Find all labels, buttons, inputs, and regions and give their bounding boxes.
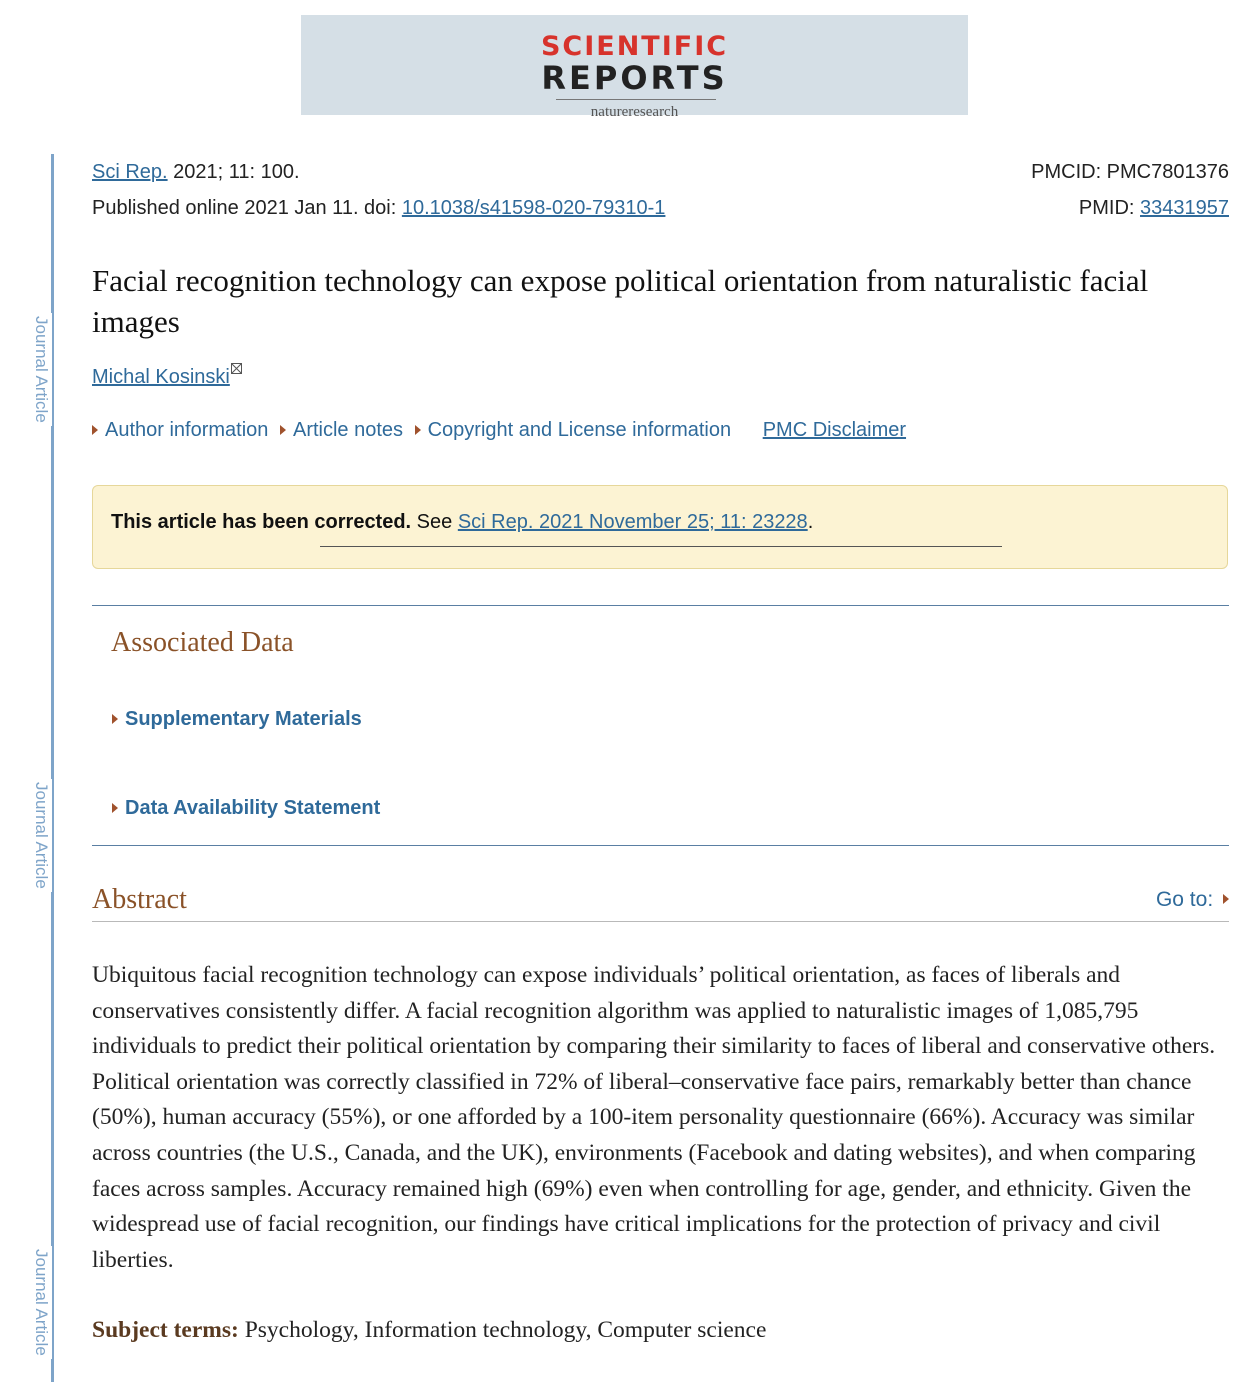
banner-divider (556, 99, 716, 100)
banner-line-publisher: natureresearch (590, 104, 679, 120)
side-label-1: Journal Article (22, 322, 52, 352)
correction-bold: This article has been corrected. (111, 511, 412, 533)
side-label-3: Journal Article (22, 1255, 52, 1285)
expand-triangle-icon (92, 425, 98, 435)
supplementary-materials-toggle[interactable]: Supplementary Materials (112, 707, 362, 731)
expand-triangle-icon (415, 425, 421, 435)
article-title: Facial recognition technology can expose political orientation from naturalistic facial images (92, 263, 1149, 339)
goto-menu-button[interactable]: Go to: (1156, 888, 1229, 912)
author-line (92, 366, 242, 388)
goto-triangle-icon (1223, 894, 1229, 904)
expand-triangle-icon (112, 714, 118, 724)
correction-see: See (411, 511, 458, 533)
subject-terms (92, 1313, 766, 1347)
correction-divider (320, 546, 1002, 547)
author-information-toggle[interactable]: Author information (92, 418, 268, 442)
side-label-2: Journal Article (22, 788, 52, 818)
article-info-links (92, 418, 912, 442)
published-text: Published online 2021 Jan 11. doi: (92, 197, 402, 219)
correction-link[interactable]: Sci Rep. 2021 November 25; 11: 23228 (457, 511, 808, 533)
expand-triangle-icon (280, 425, 286, 435)
correction-text (111, 510, 813, 534)
copyright-toggle[interactable]: Copyright and License information (415, 418, 732, 442)
citation-line (92, 161, 300, 183)
pmc-disclaimer-link[interactable]: PMC Disclaimer (762, 419, 907, 441)
pmcid: PMCID: PMC7801376 (1031, 161, 1229, 183)
pmid-line (1079, 197, 1229, 219)
pmid-label: PMID: (1078, 197, 1141, 219)
subject-terms-value: Psychology, Information technology, Computer science (238, 1317, 767, 1343)
journal-link[interactable]: Sci Rep. (92, 161, 168, 183)
pmid-link[interactable]: 33431957 (1140, 197, 1229, 219)
associated-data-top-rule (92, 605, 1229, 606)
correction-notice (92, 485, 1228, 569)
article-notes-toggle[interactable]: Article notes (280, 418, 403, 442)
author-link[interactable]: Michal Kosinski (92, 366, 230, 388)
abstract-rule (92, 921, 1229, 922)
subject-terms-label: Subject terms: (92, 1317, 239, 1343)
data-availability-toggle[interactable]: Data Availability Statement (112, 796, 380, 820)
journal-banner-logo[interactable] (301, 15, 968, 120)
banner-line-reports: REPORTS (541, 59, 728, 97)
correction-end: . (807, 511, 814, 533)
citation-volume: 2021; 11: 100. (167, 161, 300, 183)
published-line (92, 197, 665, 219)
expand-triangle-icon (112, 803, 118, 813)
banner-line-scientific: SCIENTIFIC (540, 31, 729, 62)
mail-icon[interactable] (231, 363, 242, 374)
associated-data-bottom-rule (92, 845, 1229, 846)
abstract-title: Abstract (92, 884, 187, 915)
associated-data-title: Associated Data (111, 627, 294, 658)
doi-link[interactable]: 10.1038/s41598-020-79310-1 (401, 197, 666, 219)
abstract-body: Ubiquitous facial recognition technology can expose individuals’ political orientation, as faces of liberals and conservatives consistently differ. A facial recognition algorithm was applied to naturalistic images of 1,085,795 individuals to predict their political orientation by comparing their similarity to faces of liberal and conservative others. Political orientation was correctly classified in 72% of liberal–conservative face pairs, remarkably better than chance (50%), human accuracy (55%), or one afforded by a 100-item personality questionnaire (66%). Accuracy was similar across countries (the U.S., Canada, and the UK), environments (Facebook and dating websites), and when comparing faces across samples. Accuracy remained high (69%) even when controlling for age, gender, and ethnicity. Given the widespread use of facial recognition, our findings have critical implications for the protection of privacy and civil liberties. (92, 962, 1216, 1273)
